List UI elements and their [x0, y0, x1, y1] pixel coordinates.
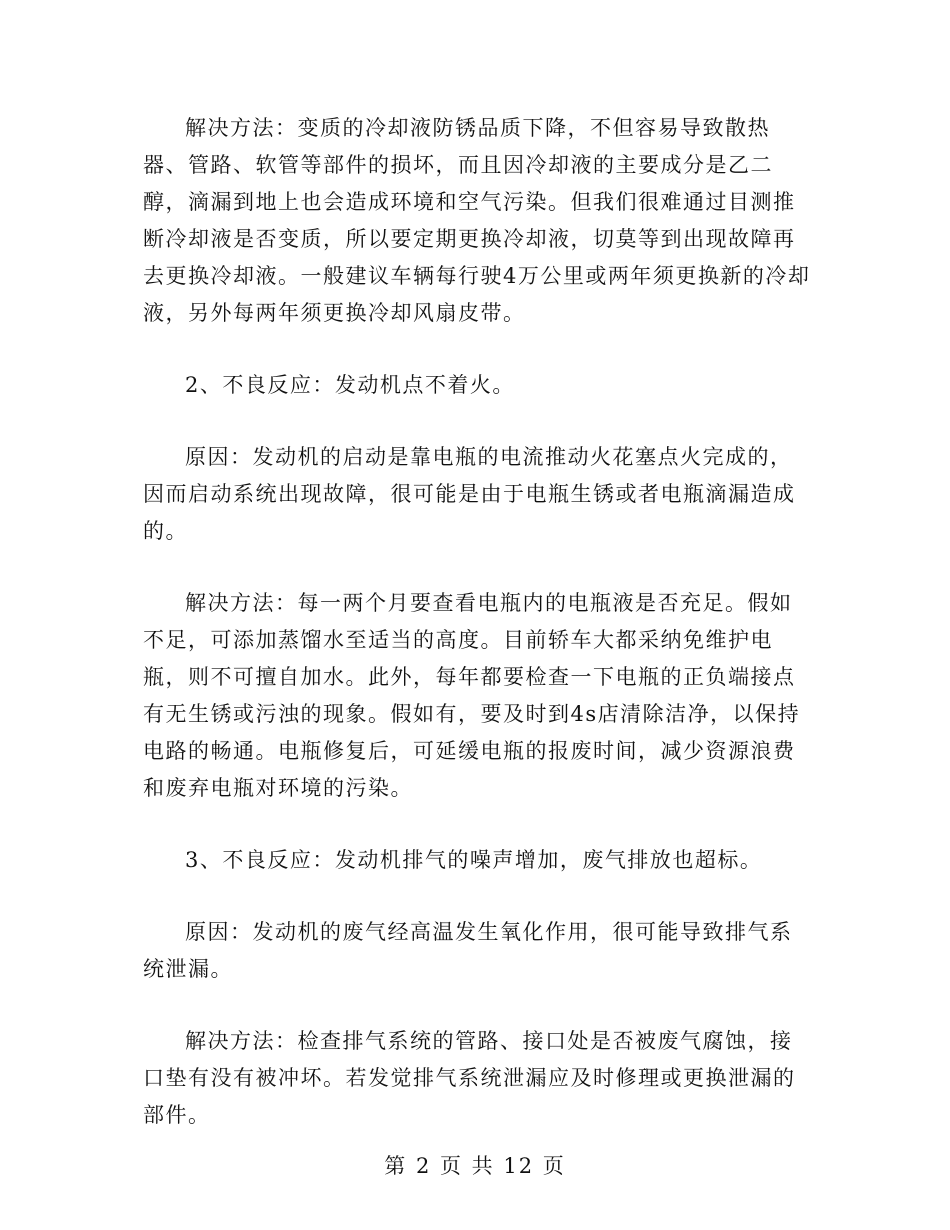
paragraph-issue-2-heading: 2、不良反应：发动机点不着火。 — [185, 373, 515, 397]
paragraph-issue-2-solution: 解决方法：每一两个月要查看电瓶内的电瓶液是否充足。假如不足，可添加蒸馏水至适当的高度。目前轿车大都采纳免维护电瓶，则不可擅自加水。此外，每年都要检查一下电瓶的正负端接点有无生锈或污浊的现象。假如有，要及时到4s店清除洁净，以保持电路的畅通。电瓶修复后，可延缓电瓶的报废时间，减少资源浪费和废弃电瓶对环境的污染。 — [143, 591, 801, 800]
paragraph-issue-3-heading: 3、不良反应：发动机排气的噪声增加，废气排放也超标。 — [185, 848, 763, 872]
paragraph-issue-2-cause: 原因：发动机的启动是靠电瓶的电流推动火花塞点火完成的，因而启动系统出现故障，很可能是由于电瓶生锈或者电瓶滴漏造成的。 — [143, 445, 796, 543]
paragraph-coolant-solution: 解决方法：变质的冷却液防锈品质下降，不但容易导致散热器、管路、软管等部件的损坏，而且因冷却液的主要成分是乙二醇，滴漏到地上也会造成环境和空气污染。但我们很难通过目测推断冷却液是否变质，所以要定期更换冷却液，切莫等到出现故障再去更换冷却液。一般建议车辆每行驶4万公里或两年须更换新的冷却液，另外每两年须更换冷却风扇皮带。 — [143, 116, 811, 325]
paragraph-issue-3-cause: 原因：发动机的废气经高温发生氧化作用，很可能导致排气系统泄漏。 — [143, 920, 793, 981]
paragraph-issue-3-solution: 解决方法：检查排气系统的管路、接口处是否被废气腐蚀，接口垫有没有被冲坏。若发觉排气系统泄漏应及时修理或更换泄漏的部件。 — [143, 1029, 796, 1127]
page-footer: 第 2 页 共 12 页 — [384, 1154, 566, 1178]
document-body — [143, 110, 813, 1169]
